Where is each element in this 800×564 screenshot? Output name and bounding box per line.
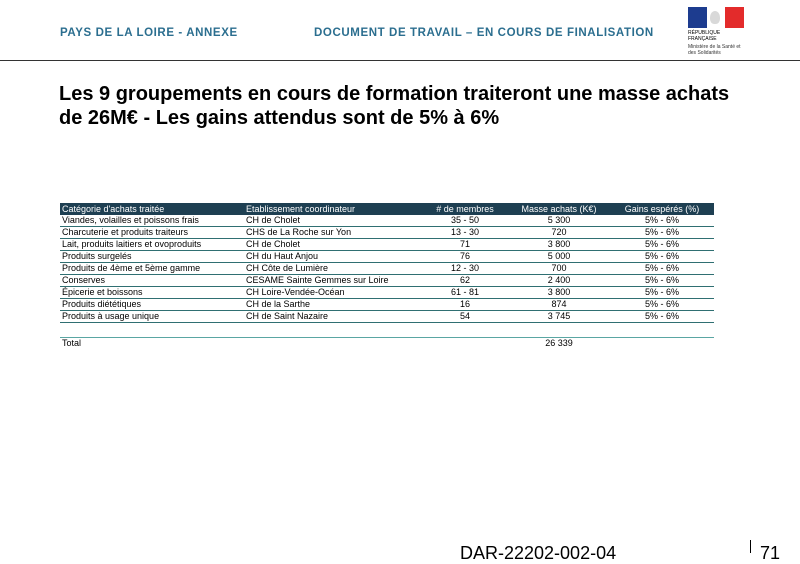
cell-masse: 3 800: [508, 239, 610, 251]
cell-categorie: Produits surgelés: [60, 251, 244, 263]
logo-republic-text: RÉPUBLIQUE FRANÇAISE: [688, 30, 721, 42]
total-empty-cell: [610, 338, 714, 350]
table-spacer-row: [60, 323, 714, 338]
cell-gains: 5% - 6%: [610, 287, 714, 299]
table-row: [60, 251, 714, 263]
cell-membres: 62: [422, 275, 508, 287]
col-header-categorie: Catégorie d'achats traitée: [60, 203, 244, 215]
cell-categorie: Produits diététiques: [60, 299, 244, 311]
cell-etablissement: CH du Haut Anjou: [244, 251, 422, 263]
cell-etablissement: CH de Cholet: [244, 215, 422, 227]
cell-categorie: Conserves: [60, 275, 244, 287]
table-row: [60, 239, 714, 251]
cell-masse: 700: [508, 263, 610, 275]
cell-gains: 5% - 6%: [610, 311, 714, 323]
table-row: [60, 275, 714, 287]
cell-etablissement: CH de Saint Nazaire: [244, 311, 422, 323]
cell-gains: 5% - 6%: [610, 239, 714, 251]
header-document-status: DOCUMENT DE TRAVAIL – EN COURS DE FINALISATION: [314, 27, 654, 39]
cell-etablissement: CH Côte de Lumière: [244, 263, 422, 275]
cell-categorie: Lait, produits laitiers et ovoproduits: [60, 239, 244, 251]
cell-categorie: Produits de 4ème et 5ème gamme: [60, 263, 244, 275]
table-total-row: [60, 338, 714, 350]
total-value: 26 339: [545, 338, 573, 348]
total-empty-cell: [422, 338, 508, 350]
page-title: Les 9 groupements en cours de formation traiteront une masse achats de 26M€ - Les gains attendus sont de 5% à 6%: [59, 83, 730, 129]
cell-masse: 3 800: [508, 287, 610, 299]
cell-etablissement: CESAME Sainte Gemmes sur Loire: [244, 275, 422, 287]
cell-categorie: Épicerie et boissons: [60, 287, 244, 299]
table-row: [60, 299, 714, 311]
republique-francaise-logo: [688, 7, 746, 56]
cell-categorie: Charcuterie et produits traiteurs: [60, 227, 244, 239]
table-row: [60, 263, 714, 275]
cell-masse: 2 400: [508, 275, 610, 287]
cell-masse: 3 745: [508, 311, 610, 323]
table-row: [60, 311, 714, 323]
logo-ministry-text: Ministère de la Santé et des Solidarités: [688, 44, 741, 56]
cell-masse: 720: [508, 227, 610, 239]
cell-categorie: Viandes, volailles et poissons frais: [60, 215, 244, 227]
cell-gains: 5% - 6%: [610, 299, 714, 311]
marianne-flag-icon: [688, 7, 744, 28]
cell-categorie: Produits à usage unique: [60, 311, 244, 323]
col-header-etablissement: Etablissement coordinateur: [244, 203, 422, 215]
cell-gains: 5% - 6%: [610, 251, 714, 263]
footer-divider: [750, 540, 751, 553]
cell-gains: 5% - 6%: [610, 215, 714, 227]
cell-masse: 874: [508, 299, 610, 311]
cell-masse: 5 000: [508, 251, 610, 263]
cell-gains: 5% - 6%: [610, 263, 714, 275]
cell-membres: 61 - 81: [422, 287, 508, 299]
cell-membres: 35 - 50: [422, 215, 508, 227]
page-number: 71: [760, 543, 781, 563]
col-header-masse: Masse achats (K€): [508, 203, 610, 215]
cell-etablissement: CHS de La Roche sur Yon: [244, 227, 422, 239]
table-row: [60, 227, 714, 239]
cell-membres: 76: [422, 251, 508, 263]
cell-etablissement: CH de la Sarthe: [244, 299, 422, 311]
header-divider: [0, 60, 800, 61]
cell-gains: 5% - 6%: [610, 227, 714, 239]
col-header-membres: # de membres: [422, 203, 508, 215]
col-header-gains: Gains espérés (%): [610, 203, 714, 215]
table-header-row: [60, 203, 714, 215]
cell-etablissement: CH Loire-Vendée-Océan: [244, 287, 422, 299]
total-label: Total: [62, 338, 82, 348]
cell-membres: 71: [422, 239, 508, 251]
cell-etablissement: CH de Cholet: [244, 239, 422, 251]
cell-membres: 12 - 30: [422, 263, 508, 275]
cell-membres: 13 - 30: [422, 227, 508, 239]
footer-reference: DAR-22202-002-04: [460, 543, 617, 563]
total-empty-cell: [244, 338, 422, 350]
header-region-label: PAYS DE LA LOIRE - ANNEXE: [60, 27, 238, 39]
cell-membres: 54: [422, 311, 508, 323]
cell-membres: 16: [422, 299, 508, 311]
table-row: [60, 215, 714, 227]
table-row: [60, 287, 714, 299]
cell-gains: 5% - 6%: [610, 275, 714, 287]
procurement-groups-table: [60, 203, 714, 349]
cell-masse: 5 300: [508, 215, 610, 227]
